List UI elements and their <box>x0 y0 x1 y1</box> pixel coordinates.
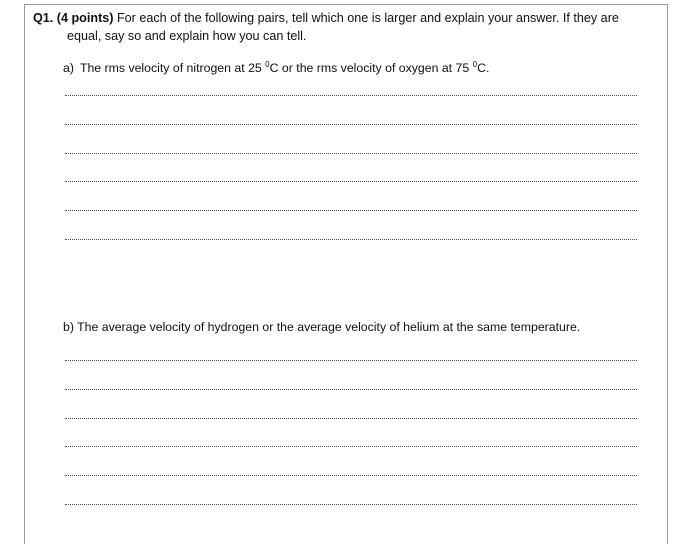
answer-line-b1 <box>65 360 637 361</box>
question-label: Q1. (4 points) <box>33 11 114 25</box>
answer-line-b6 <box>65 504 637 505</box>
part-a-prompt <box>63 57 489 76</box>
question-header <box>33 9 653 45</box>
degree-superscript: 0 <box>265 60 270 69</box>
answer-line-a5 <box>65 210 637 211</box>
part-b-text: b) The average velocity of hydrogen or the average velocity of helium at the same temperature. <box>63 320 581 334</box>
answer-line-a1 <box>65 95 637 96</box>
part-a-text-before: The rms velocity of nitrogen at 25 <box>79 61 266 75</box>
answer-line-a4 <box>65 181 637 182</box>
worksheet-page <box>24 4 668 544</box>
part-b-prompt <box>63 319 580 335</box>
answer-line-a3 <box>65 153 637 154</box>
answer-line-b5 <box>65 475 637 476</box>
part-a-text-after: C. <box>477 61 490 75</box>
question-text-line1: For each of the following pairs, tell which one is larger and explain your answer. If they are <box>116 11 619 25</box>
answer-line-a2 <box>65 124 637 125</box>
answer-line-a6 <box>65 239 637 240</box>
answer-line-b3 <box>65 418 637 419</box>
part-a-label: a) <box>63 61 74 75</box>
answer-line-b2 <box>65 389 637 390</box>
part-a-text-middle: C or the rms velocity of oxygen at 75 <box>269 61 473 75</box>
question-text-line2: equal, say so and explain how you can tell. <box>67 29 307 43</box>
degree-superscript-2: 0 <box>472 60 478 69</box>
answer-line-b4 <box>65 446 637 447</box>
